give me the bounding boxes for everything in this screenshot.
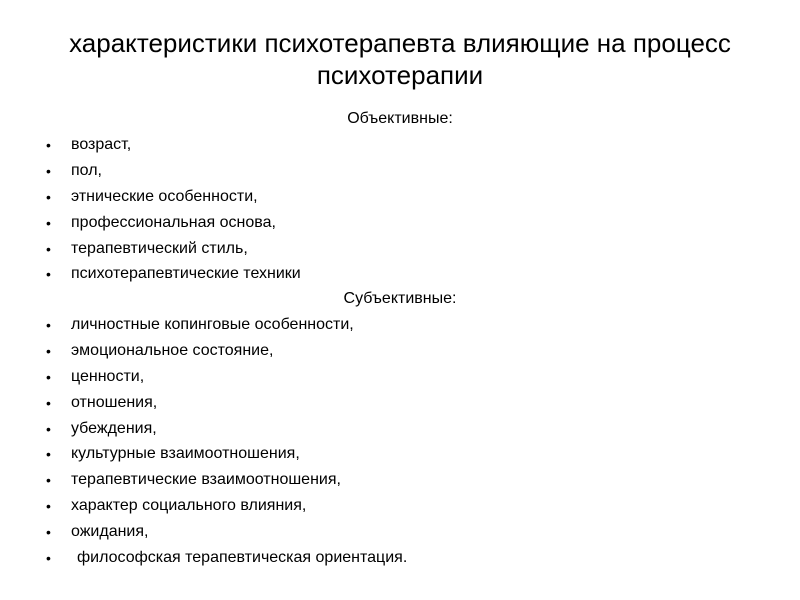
list-item-text: характер социального влияния, — [71, 497, 307, 515]
list-item — [46, 419, 746, 445]
bullet-icon: • — [46, 317, 51, 333]
list-item-text: философская терапевтическая ориентация. — [77, 549, 408, 567]
bullet-icon: • — [46, 137, 51, 153]
list-item — [46, 548, 746, 574]
list-item — [46, 213, 746, 239]
list-item-text: убеждения, — [71, 419, 157, 437]
list-item — [46, 393, 746, 419]
list-item-text: терапевтические взаимоотношения, — [71, 471, 341, 489]
subjective-list — [46, 315, 746, 574]
bullet-icon: • — [46, 472, 51, 489]
list-item-text: пол, — [71, 161, 102, 179]
bullet-icon: • — [46, 266, 51, 283]
list-item — [46, 496, 746, 522]
list-item — [46, 315, 746, 341]
subjective-heading: Субъективные: — [343, 290, 457, 307]
bullet-icon: • — [46, 240, 51, 257]
list-item-text: личностные копинговые особенности, — [71, 316, 354, 333]
bullet-icon: • — [46, 420, 51, 437]
list-item-text: этнические особенности, — [71, 187, 258, 205]
list-item — [46, 264, 746, 290]
bullet-icon: • — [46, 524, 51, 541]
list-item-text: отношения, — [71, 393, 158, 411]
list-item — [46, 161, 746, 187]
bullet-icon: • — [46, 162, 51, 179]
list-item-text: ожидания, — [71, 523, 149, 541]
list-item — [46, 470, 746, 496]
list-item-text: терапевтический стиль, — [71, 239, 248, 257]
list-item-text: профессиональная основа, — [71, 213, 276, 231]
list-item — [46, 341, 746, 367]
list-item — [46, 135, 746, 161]
list-item-text: возраст, — [71, 136, 132, 153]
list-item-text: психотерапевтические техники — [71, 265, 301, 283]
bullet-icon: • — [46, 498, 51, 515]
list-item-text: эмоциональное состояние, — [71, 341, 274, 359]
list-item — [46, 522, 746, 548]
objective-list — [46, 135, 746, 290]
list-item — [46, 239, 746, 265]
list-item-text: ценности, — [71, 367, 145, 385]
list-item — [46, 367, 746, 393]
list-item-text: культурные взаимоотношения, — [71, 445, 300, 463]
bullet-icon: • — [46, 394, 51, 411]
list-item — [46, 187, 746, 213]
bullet-icon: • — [46, 342, 51, 359]
bullet-icon: • — [46, 368, 51, 385]
slide-title: характеристики психотерапевта влияющие на процесс психотерапии — [69, 28, 731, 90]
bullet-icon: • — [46, 550, 51, 567]
bullet-icon: • — [46, 446, 51, 463]
bullet-icon: • — [46, 188, 51, 205]
bullet-icon: • — [46, 214, 51, 231]
objective-heading: Объективные: — [347, 110, 453, 127]
list-item — [46, 444, 746, 470]
